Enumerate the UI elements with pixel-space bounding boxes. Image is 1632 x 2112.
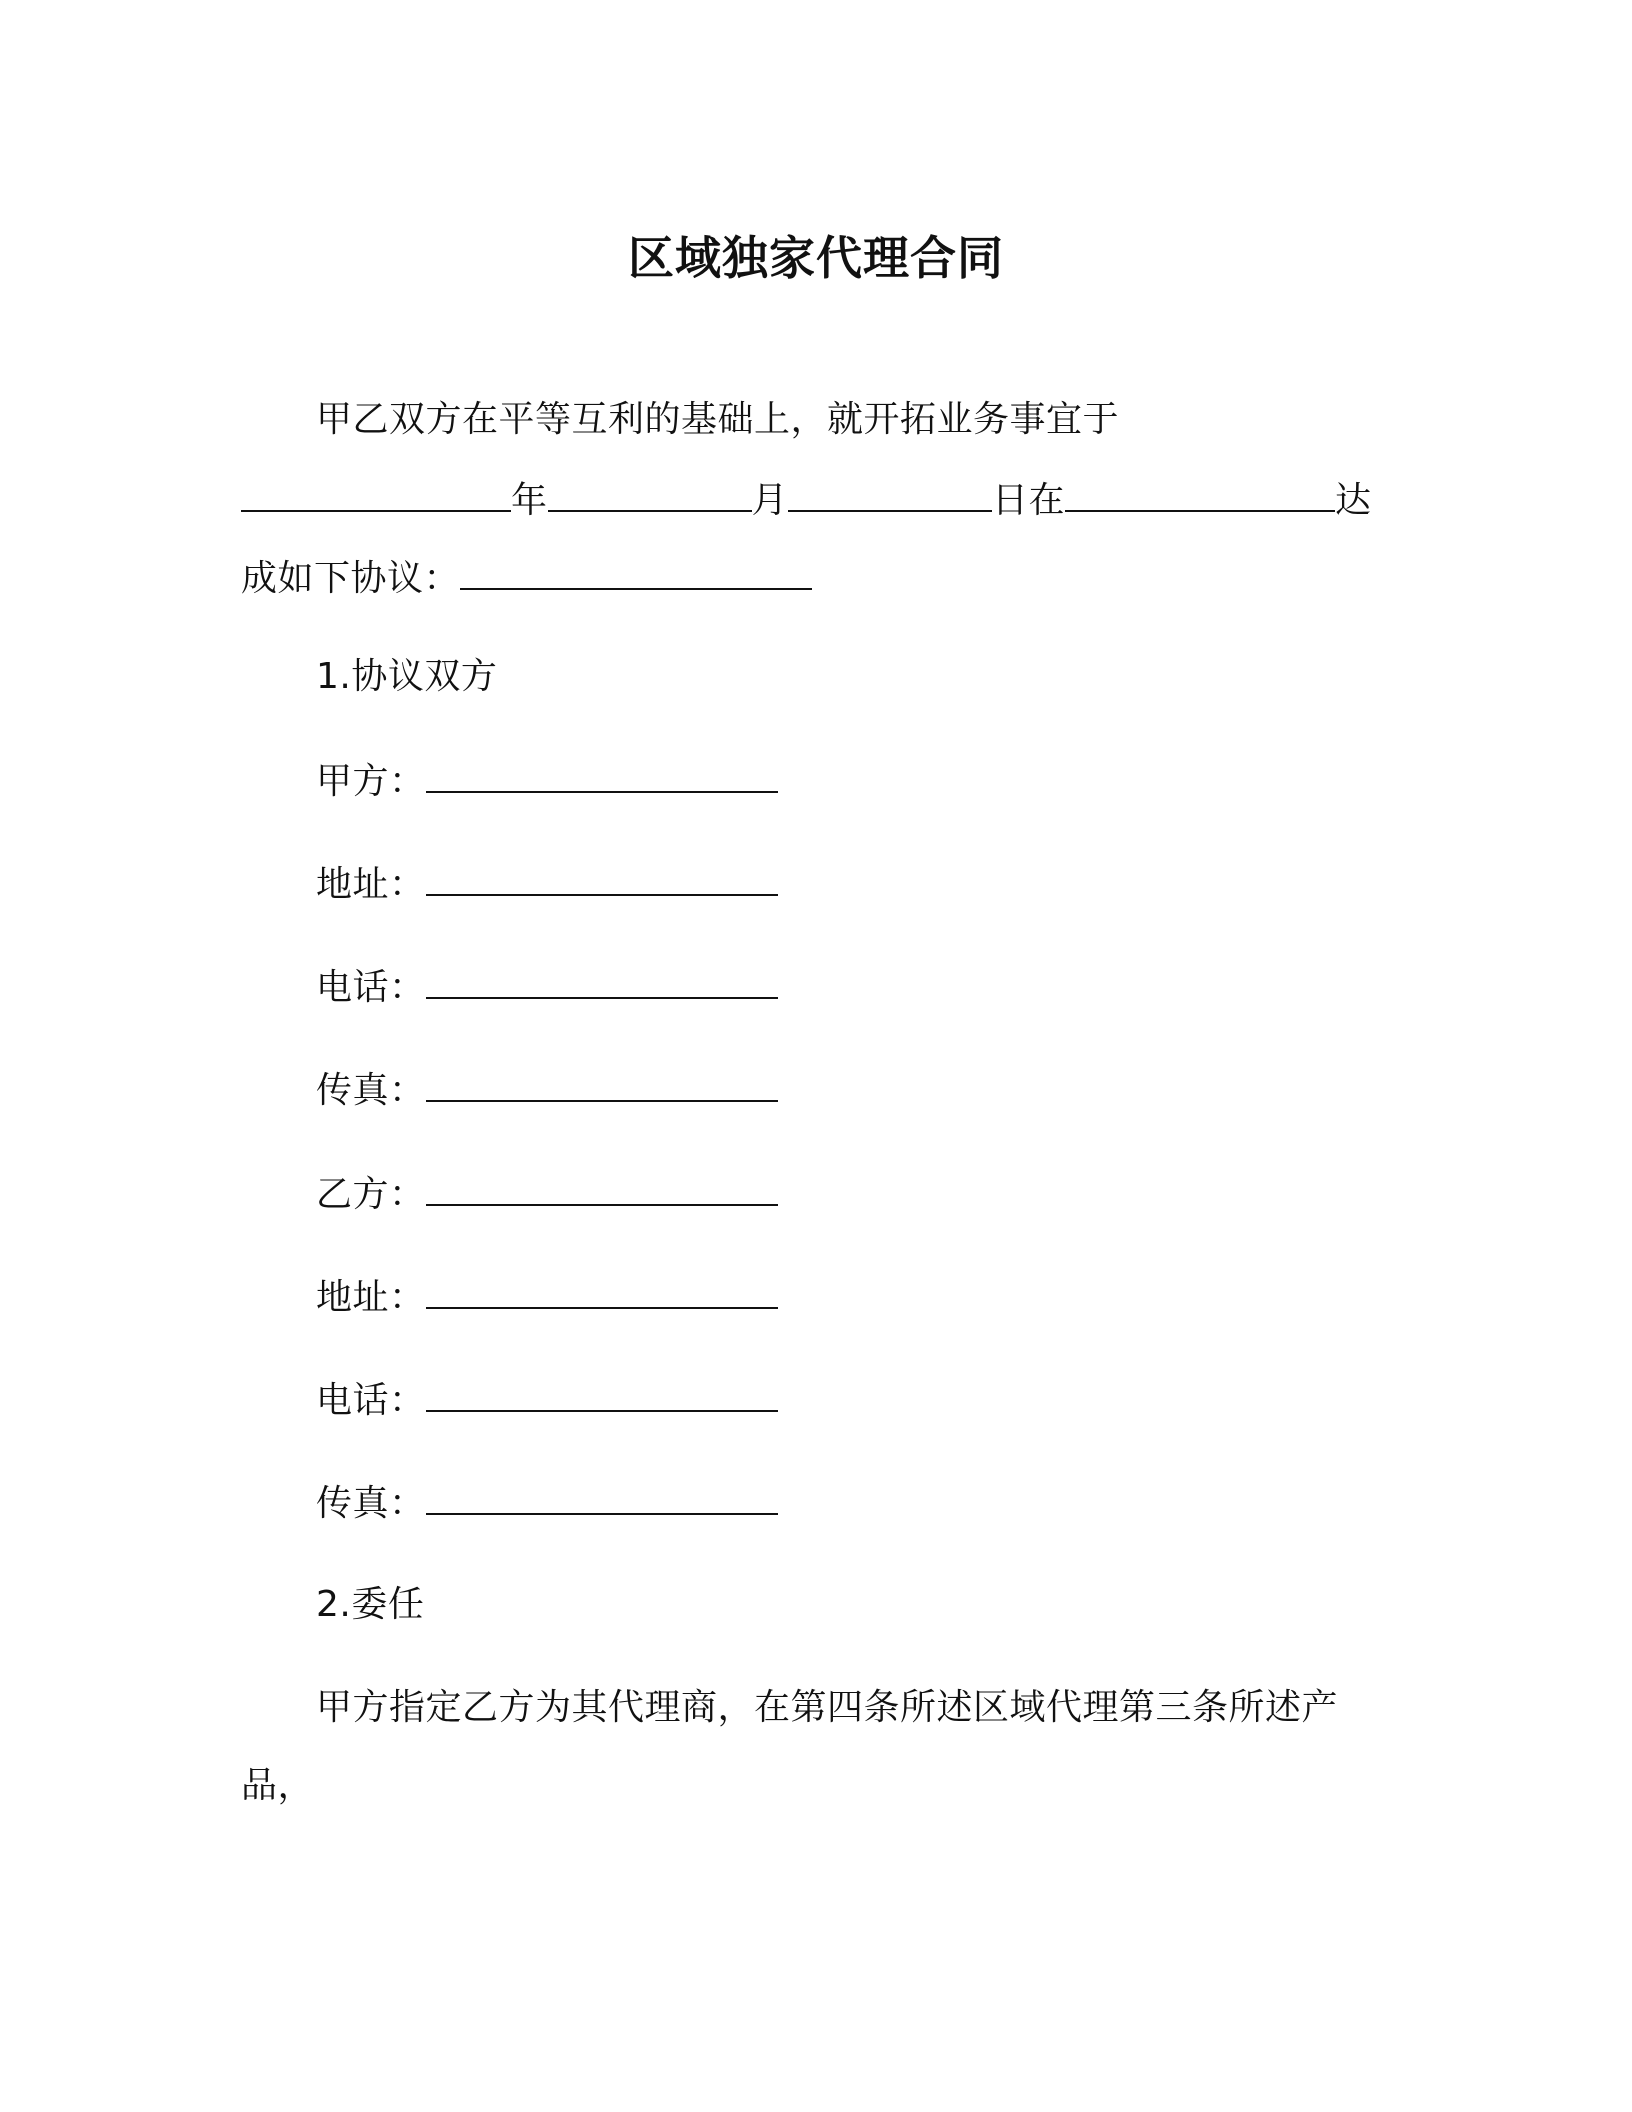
party-b-address-row [316, 1273, 778, 1321]
blank-place[interactable] [1065, 476, 1335, 512]
party-b-label: 乙方： [316, 1174, 426, 1215]
party-b-fax-blank[interactable] [426, 1479, 778, 1515]
blank-agreement[interactable] [460, 554, 812, 590]
party-b-row [316, 1170, 778, 1218]
blank-day[interactable] [788, 476, 992, 512]
party-b-phone-blank[interactable] [426, 1376, 778, 1412]
party-a-phone-blank[interactable] [426, 963, 778, 999]
section-2-body-line-1: 甲方指定乙方为其代理商，在第四条所述区域代理第三条所述产 [316, 1687, 1339, 1728]
party-b-fax-row [316, 1479, 778, 1527]
party-b-phone-row [316, 1376, 778, 1424]
party-a-row [316, 757, 778, 805]
day-at-label: 日在 [992, 480, 1066, 521]
party-a-label: 甲方： [316, 761, 426, 802]
month-label: 月 [751, 480, 789, 521]
intro-date-line [241, 476, 1372, 524]
party-a-address-row [316, 860, 778, 908]
intro-line-1: 甲乙双方在平等互利的基础上，就开拓业务事宜于 [316, 399, 1120, 440]
party-a-phone-row [316, 963, 778, 1011]
party-a-phone-label: 电话： [316, 967, 426, 1008]
agreement-label: 成如下协议： [241, 558, 461, 599]
party-a-fax-label: 传真： [316, 1070, 426, 1111]
party-b-address-blank[interactable] [426, 1273, 778, 1309]
reach-label: 达 [1335, 480, 1372, 521]
section-2-body-line-2: 品， [241, 1765, 315, 1806]
section-2-heading: 2.委任 [316, 1584, 425, 1625]
party-b-address-label: 地址： [316, 1277, 426, 1318]
blank-month[interactable] [548, 476, 752, 512]
party-a-address-blank[interactable] [426, 860, 778, 896]
party-b-phone-label: 电话： [316, 1380, 426, 1421]
document-title: 区域独家代理合同 [628, 231, 1004, 285]
year-label: 年 [511, 480, 548, 521]
party-a-blank[interactable] [426, 757, 778, 793]
party-b-blank[interactable] [426, 1170, 778, 1206]
section-1-heading: 1.协议双方 [316, 656, 498, 697]
blank-year[interactable] [241, 476, 511, 512]
intro-agreement-line [241, 554, 812, 602]
party-b-fax-label: 传真： [316, 1483, 426, 1524]
party-a-fax-row [316, 1066, 778, 1114]
party-a-address-label: 地址： [316, 864, 426, 905]
party-a-fax-blank[interactable] [426, 1066, 778, 1102]
